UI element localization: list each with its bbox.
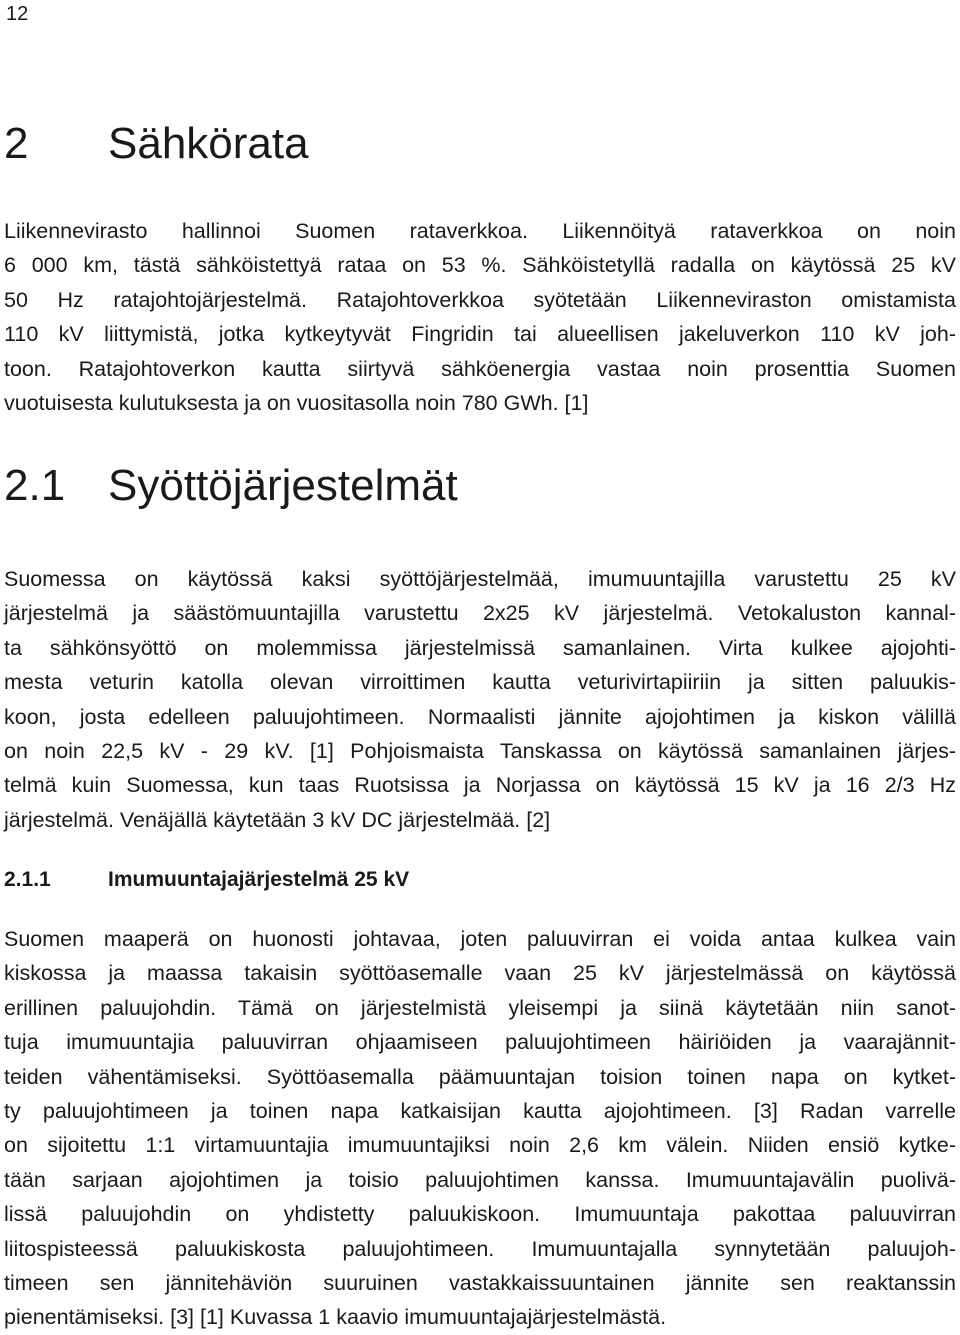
text-line: kiskossa ja maassa takaisin syöttöasemalle vaan 25 kV järjestelmässä on käytössä [4, 961, 956, 986]
text-line: telmä kuin Suomessa, kun taas Ruotsissa ja Norjassa on käytössä 15 kV ja 16 2/3 Hz [4, 773, 956, 798]
text-line: koon, josta edelleen paluujohtimeen. Normaalisti jännite ajojohtimen ja kiskon välillä [4, 704, 956, 729]
subsection-title: Imumuuntajajärjestelmä 25 kV [108, 868, 410, 891]
text-line: liitospisteessä paluukiskosta paluujohtimeen. Imumuuntajalla synnytetään paluujoh- [4, 1236, 956, 1261]
text-line: timeen sen jännitehäviön suuruinen vastakkaissuuntainen jännite sen reaktanssin [4, 1271, 956, 1296]
text-line: erillinen paluujohdin. Tämä on järjestelmistä yleisempi ja siinä käytetään niin sanot- [4, 995, 956, 1020]
section-number: 2.1 [4, 461, 66, 510]
page-number: 12 [6, 3, 29, 25]
text-line: Liikennevirasto hallinnoi Suomen rataverkkoa. Liikennöityä rataverkkoa on noin [4, 219, 956, 243]
subsection-paragraph [4, 922, 956, 1335]
text-line: mesta veturin katolla olevan virroittimen kautta veturivirtapiiriin ja sitten paluukis- [4, 670, 956, 695]
section-paragraph [4, 562, 956, 837]
text-line: toon. Ratajohtoverkon kautta siirtyvä sähköenergia vastaa noin prosenttia Suomen [4, 356, 956, 381]
text-line: pienentämiseksi. [3] [1] Kuvassa 1 kaavio imumuuntajajärjestelmästä. [4, 1305, 667, 1330]
text-line: on sijoitettu 1:1 virtamuuntajia imumuuntajiksi noin 2,6 km välein. Niiden ensiö kytke- [4, 1133, 956, 1158]
text-line: teiden vähentämiseksi. Syöttöasemalla päämuuntajan toision toinen napa on kytket- [4, 1064, 956, 1089]
section-title: Syöttöjärjestelmät [108, 461, 458, 510]
chapter-heading [4, 116, 309, 172]
text-line: ta sähkönsyöttö on molemmissa järjestelmissä samanlainen. Virta kulkee ajojohti- [4, 635, 956, 660]
text-line: on noin 22,5 kV - 29 kV. [1] Pohjoismaista Tanskassa on käytössä samanlainen järjes- [4, 739, 956, 764]
text-line: Suomen maaperä on huonosti johtavaa, joten paluuvirran ei voida antaa kulkea vain [4, 927, 956, 951]
text-line: lissä paluujohdin on yhdistetty paluukiskoon. Imumuuntaja pakottaa paluuvirran [4, 1202, 956, 1227]
text-line: järjestelmä. Venäjällä käytetään 3 kV DC järjestelmää. [2] [4, 807, 551, 832]
text-line: vuotuisesta kulutuksesta ja on vuositasolla noin 780 GWh. [1] [4, 391, 589, 416]
chapter-title: Sähkörata [108, 119, 309, 168]
text-line: järjestelmä ja säästömuuntajilla varustettu 2x25 kV järjestelmä. Vetokaluston kannal- [4, 601, 956, 626]
intro-paragraph [4, 214, 956, 420]
text-line: 110 kV liittymistä, jotka kytkeytyvät Fingridin tai alueellisen jakeluverkon 110 kV joh- [4, 322, 956, 347]
text-line: Suomessa on käytössä kaksi syöttöjärjestelmää, imumuuntajilla varustettu 25 kV [4, 567, 956, 591]
text-line: 6 000 km, tästä sähköistettyä rataa on 53 %. Sähköistetyllä radalla on käytössä 25 kV [4, 253, 956, 278]
subsection-number: 2.1.1 [4, 868, 51, 891]
text-line: tuja imumuuntajia paluuvirran ohjaamiseen paluujohtimeen häiriöiden ja vaarajännit- [4, 1030, 956, 1055]
section-heading [4, 458, 458, 514]
subsection-heading [4, 866, 409, 894]
text-line: 50 Hz ratajohtojärjestelmä. Ratajohtoverkkoa syötetään Liikenneviraston omistamista [4, 287, 956, 312]
chapter-number: 2 [4, 119, 29, 168]
text-line: ty paluujohtimeen ja toinen napa katkaisijan kautta ajojohtimeen. [3] Radan varrelle [4, 1099, 956, 1124]
text-line: tään sarjaan ajojohtimen ja toisio paluujohtimen kanssa. Imumuuntajavälin puolivä- [4, 1167, 956, 1192]
